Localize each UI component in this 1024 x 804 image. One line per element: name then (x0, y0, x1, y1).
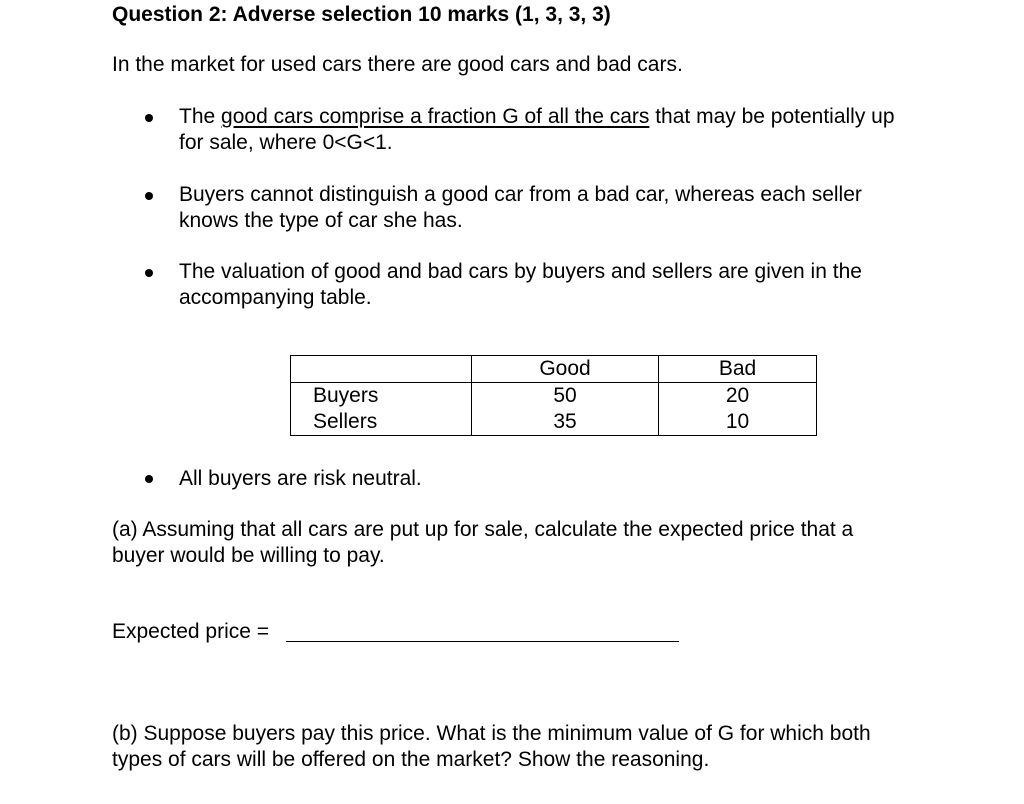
expected-price-answer-line (286, 641, 679, 642)
bullet-1-suffix: that may be potentially up for sale, where 0<G<1. (179, 105, 895, 154)
bullet-1-prefix: The (179, 105, 222, 128)
bullet-item-1 (179, 104, 899, 156)
bullet-icon (145, 114, 153, 122)
bullet-item-4: All buyers are risk neutral. (179, 467, 422, 490)
table-header-cell (291, 356, 472, 383)
cell-buyers-bad: 20 (725, 384, 750, 407)
part-b-question: (b) Suppose buyers pay this price. What is the minimum value of G for which both types of cars will be offered on the market? Show the reasoning. (112, 722, 871, 771)
table-header-bad: Bad (659, 356, 817, 383)
bullet-icon (145, 475, 153, 483)
table-body-row (291, 383, 817, 436)
table-header-row (291, 356, 817, 383)
bullet-item-2: Buyers cannot distinguish a good car from a bad car, whereas each seller knows the type of car she has. (179, 183, 862, 232)
cell-sellers-good: 35 (553, 410, 577, 433)
question-title: Question 2: Adverse selection 10 marks (1, 3, 3, 3) (112, 3, 611, 26)
part-a-question: (a) Assuming that all cars are put up for sale, calculate the expected price that a buyer would be willing to pay. (112, 518, 854, 567)
row-label-buyers: Buyers (313, 384, 379, 407)
bullet-1-underlined: good cars comprise a fraction G of all the cars (221, 105, 650, 128)
expected-price-label: Expected price = (112, 620, 270, 643)
intro-paragraph: In the market for used cars there are good cars and bad cars. (112, 53, 683, 76)
cell-sellers-bad: 10 (725, 410, 750, 433)
table-header-good: Good (472, 356, 659, 383)
row-label-sellers: Sellers (313, 410, 378, 433)
valuation-table (290, 355, 817, 436)
bullet-icon (145, 269, 153, 277)
bullet-icon (145, 192, 153, 200)
bullet-item-3: The valuation of good and bad cars by buyers and sellers are given in the accompanying table. (179, 260, 862, 309)
cell-buyers-good: 50 (553, 384, 577, 407)
